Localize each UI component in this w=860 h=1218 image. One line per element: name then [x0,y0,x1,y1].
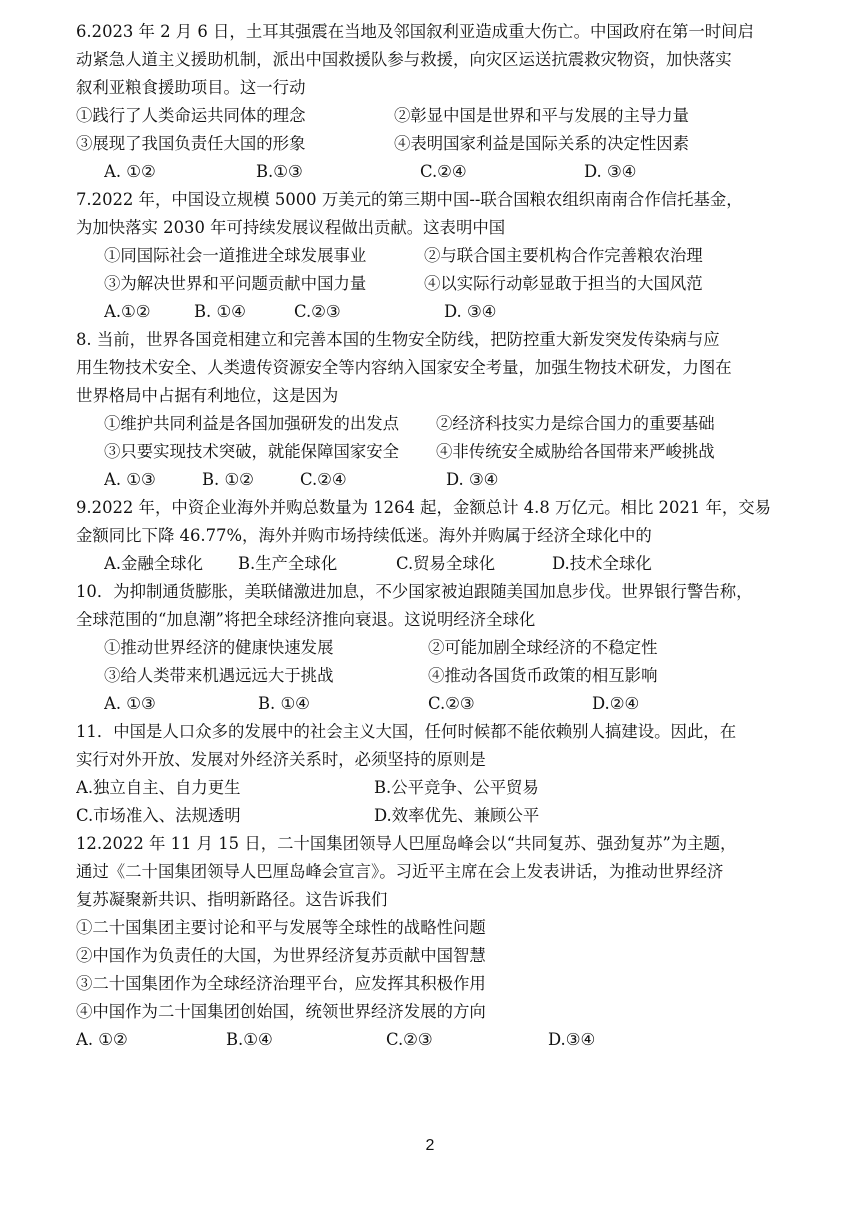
q7-option-d: D. ③④ [444,302,497,321]
q12-option-b: B.①④ [226,1030,273,1049]
q12-option-a: A. ①② [76,1030,128,1049]
q9-option-a: A.金融全球化 [104,554,203,573]
q8-stem-line-3: 世界格局中占据有利地位，这是因为 [76,386,339,405]
q10-option-d: D.②④ [592,694,640,713]
q10-options [104,690,816,718]
q6-options [104,158,816,186]
q7-statements-row-1 [104,242,816,270]
q8-statement-3: ③只要实现技术突破，就能保障国家安全 [104,442,400,461]
q6-statement-3: ③展现了我国负责任大国的形象 [76,134,306,153]
q8-option-c: C.②④ [300,470,347,489]
q9-option-c: C.贸易全球化 [396,554,496,573]
q7-stem-line-1: 7.2022 年，中国设立规模 5000 万美元的第三期中国--联合国粮农组织南南合作信托基金， [76,190,743,209]
q11-option-c: C.市场准入、法规透明 [76,806,241,825]
q9-stem-line-2: 金额同比下降 46.77%，海外并购市场持续低迷。海外并购属于经济全球化中的 [76,526,652,545]
q8-options [104,466,816,494]
q7-statement-3: ③为解决世界和平问题贡献中国力量 [104,274,367,293]
q10-statement-1: ①推动世界经济的健康快速发展 [104,638,334,657]
q10-statements-row-1 [104,634,816,662]
q12-statement-1: ①二十国集团主要讨论和平与发展等全球性的战略性问题 [76,918,486,937]
q11-stem-line-2: 实行对外开放、发展对外经济关系时，必须坚持的原则是 [76,750,486,769]
q10-option-b: B. ①④ [258,694,310,713]
q10-statement-2: ②可能加剧全球经济的不稳定性 [428,638,658,657]
q8-option-d: D. ③④ [446,470,499,489]
q11-option-d: D.效率优先、兼顾公平 [374,806,540,825]
q8-stem-line-1: 8. 当前，世界各国竞相建立和完善本国的生物安全防线，把防控重大新发突发传染病与应 [76,330,720,349]
q10-statements-row-2 [104,662,816,690]
q11-option-b: B.公平竞争、公平贸易 [374,778,539,797]
q7-option-a: A.①② [104,302,151,321]
q8-statement-4: ④非传统安全威胁给各国带来严峻挑战 [436,442,715,461]
q10-option-c: C.②③ [428,694,475,713]
q12-statement-2: ②中国作为负责任的大国，为世界经济复苏贡献中国智慧 [76,946,486,965]
q10-stem-line-2: 全球范围的“加息潮”将把全球经济推向衰退。这说明经济全球化 [76,610,536,629]
q10-statement-3: ③给人类带来机遇远远大于挑战 [104,666,334,685]
page-number: 2 [425,1137,435,1154]
q6-stem-line-1: 6.2023 年 2 月 6 日，土耳其强震在当地及邻国叙利亚造成重大伤亡。中国政府在第一时间启 [76,22,754,41]
q12-stem-line-2: 通过《二十国集团领导人巴厘岛峰会宣言》。习近平主席在会上发表讲话，为推动世界经济 [76,862,724,881]
q6-statement-2: ②彰显中国是世界和平与发展的主导力量 [394,106,690,125]
q12-statement-4: ④中国作为二十国集团创始国，统领世界经济发展的方向 [76,1002,486,1021]
q6-option-a: A. ①② [104,162,156,181]
q6-stem-line-3: 叙利亚粮食援助项目。这一行动 [76,78,306,97]
q7-stem-line-2: 为加快落实 2030 年可持续发展议程做出贡献。这表明中国 [76,218,506,237]
q12-stem-line-1: 12.2022 年 11 月 15 日，二十国集团领导人巴厘岛峰会以“共同复苏、强劲复苏”为主题， [76,834,737,853]
q11-options-row-2 [76,802,788,830]
q6-statement-1: ①践行了人类命运共同体的理念 [76,106,306,125]
q11-options-row-1 [76,774,788,802]
q7-statement-2: ②与联合国主要机构合作完善粮农治理 [424,246,703,265]
q6-statements-row-2 [76,130,788,158]
q12-option-d: D.③④ [548,1030,596,1049]
q8-option-b: B. ①② [202,470,254,489]
q9-option-b: B.生产全球化 [238,554,338,573]
q6-option-b: B.①③ [256,162,303,181]
q6-statement-4: ④表明国家利益是国际关系的决定性因素 [394,134,690,153]
q8-option-a: A. ①③ [104,470,156,489]
q6-statements-row-1 [76,102,788,130]
q10-option-a: A. ①③ [104,694,156,713]
q8-statements-row-2 [104,438,816,466]
q7-statements-row-2 [104,270,816,298]
q9-options [104,550,816,578]
q8-statements-row-1 [104,410,816,438]
q7-statement-4: ④以实际行动彰显敢于担当的大国风范 [424,274,703,293]
q10-statement-4: ④推动各国货币政策的相互影响 [428,666,658,685]
q11-option-a: A.独立自主、自力更生 [76,778,241,797]
q8-statement-1: ①维护共同利益是各国加强研发的出发点 [104,414,400,433]
q6-option-d: D. ③④ [584,162,637,181]
q6-stem-line-2: 动紧急人道主义援助机制，派出中国救援队参与救援，向灾区运送抗震救灾物资，加快落实 [76,50,732,69]
q8-statement-2: ②经济科技实力是综合国力的重要基础 [436,414,715,433]
q12-option-c: C.②③ [386,1030,433,1049]
q12-statement-3: ③二十国集团作为全球经济治理平台，应发挥其积极作用 [76,974,486,993]
q8-stem-line-2: 用生物技术安全、人类遗传资源安全等内容纳入国家安全考量，加强生物技术研发，力图在 [76,358,732,377]
q11-stem-line-1: 11．中国是人口众多的发展中的社会主义大国，任何时候都不能依赖别人搞建设。因此，在 [76,722,737,741]
q12-options [76,1026,788,1054]
q7-option-b: B. ①④ [194,302,246,321]
q10-stem-line-1: 10．为抑制通货膨胀，美联储激进加息，不少国家被迫跟随美国加息步伐。世界银行警告称， [76,582,753,601]
q7-options [104,298,816,326]
q9-option-d: D.技术全球化 [552,554,652,573]
q7-option-c: C.②③ [294,302,341,321]
q12-stem-line-3: 复苏凝聚新共识、指明新路径。这告诉我们 [76,890,388,909]
q7-statement-1: ①同国际社会一道推进全球发展事业 [104,246,367,265]
q9-stem-line-1: 9.2022 年，中资企业海外并购总数量为 1264 起，金额总计 4.8 万亿元。相比 2021 年，交易 [76,498,772,517]
q6-option-c: C.②④ [420,162,467,181]
